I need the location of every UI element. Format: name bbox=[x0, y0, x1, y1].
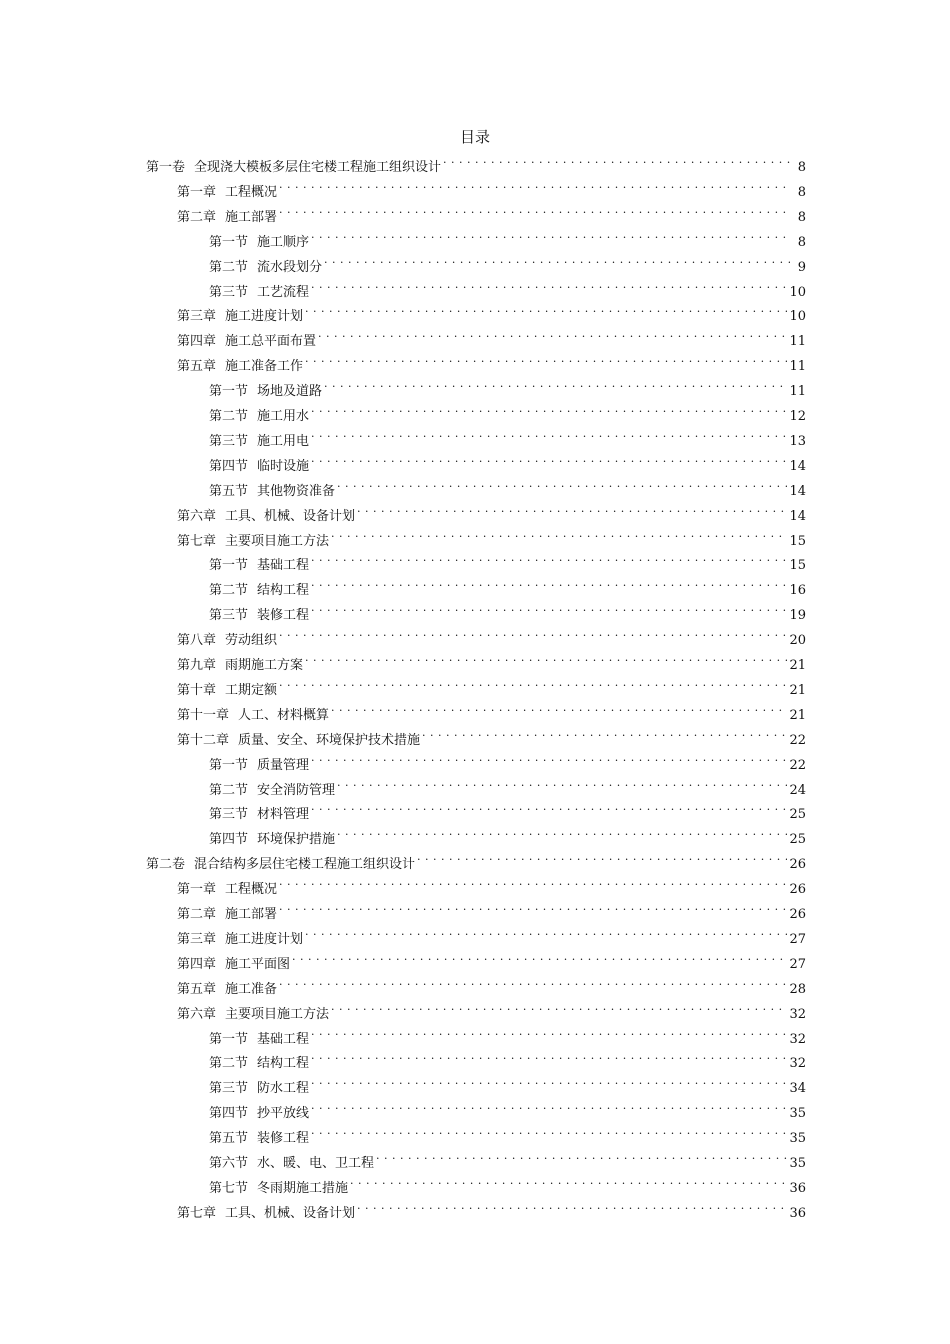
toc-entry-page-number: 15 bbox=[789, 533, 806, 549]
toc-entry-text: 主要项目施工方法 bbox=[225, 1006, 330, 1022]
toc-entry-text: 其他物资准备 bbox=[257, 483, 336, 499]
toc-entry[interactable] bbox=[177, 1195, 806, 1221]
toc-entry-page-number: 8 bbox=[797, 209, 806, 225]
toc-leader-dots bbox=[311, 1120, 787, 1142]
toc-entry[interactable] bbox=[209, 473, 806, 499]
toc-entry-text: 临时设施 bbox=[257, 458, 310, 474]
toc-entry[interactable] bbox=[209, 274, 806, 300]
toc-leader-dots bbox=[279, 896, 787, 918]
toc-entry-page-number: 10 bbox=[789, 284, 806, 300]
toc-entry[interactable] bbox=[177, 996, 806, 1022]
toc-entry[interactable] bbox=[209, 1095, 806, 1122]
toc-entry-number: 第六章 bbox=[177, 508, 217, 524]
toc-leader-dots bbox=[324, 249, 790, 271]
toc-entry-text: 环境保护措施 bbox=[257, 832, 336, 848]
toc-entry-label bbox=[177, 1203, 355, 1225]
toc-entry-page-number: 34 bbox=[789, 1081, 806, 1097]
toc-leader-dots bbox=[311, 1045, 787, 1067]
toc-entry-page-number: 14 bbox=[789, 483, 806, 499]
toc-entry-page-number: 13 bbox=[789, 433, 806, 449]
toc-entry-page-number: 8 bbox=[797, 184, 806, 200]
toc-entry-text: 施工准备 bbox=[225, 981, 278, 997]
toc-entry-text: 工具、机械、设备计划 bbox=[225, 1205, 356, 1221]
toc-entry-page-number: 36 bbox=[789, 1205, 806, 1221]
toc-entry-number: 第六章 bbox=[177, 1006, 217, 1022]
toc-entry[interactable] bbox=[209, 821, 806, 848]
toc-leader-dots bbox=[305, 921, 787, 943]
toc-leader-dots bbox=[305, 348, 787, 370]
toc-entry-page-number: 11 bbox=[789, 384, 806, 400]
toc-leader-dots bbox=[311, 448, 787, 470]
toc-leader-dots bbox=[357, 498, 787, 520]
toc-entry-number: 第一节 bbox=[209, 234, 249, 250]
toc-entry-page-number: 32 bbox=[789, 1006, 806, 1022]
toc-entry[interactable] bbox=[209, 224, 806, 250]
toc-entry-text: 工期定额 bbox=[225, 682, 278, 698]
toc-entry-text: 防水工程 bbox=[257, 1081, 310, 1097]
toc-entry-number: 第二节 bbox=[209, 782, 249, 798]
toc-entry[interactable] bbox=[209, 796, 806, 823]
toc-entry[interactable] bbox=[177, 871, 806, 898]
toc-entry-number: 第七章 bbox=[177, 533, 217, 549]
toc-leader-dots bbox=[311, 547, 787, 569]
toc-entry[interactable] bbox=[209, 423, 806, 449]
toc-entry[interactable] bbox=[177, 622, 806, 649]
toc-title: 目录 bbox=[459, 128, 490, 146]
toc-leader-dots bbox=[311, 1095, 787, 1117]
toc-entry[interactable] bbox=[209, 1070, 806, 1097]
toc-entry-page-number: 8 bbox=[797, 234, 806, 250]
toc-entry-text: 安全消防管理 bbox=[257, 782, 336, 798]
toc-entry-text: 工程概况 bbox=[225, 184, 278, 200]
toc-leader-dots bbox=[422, 722, 787, 744]
toc-leader-dots bbox=[376, 1145, 787, 1167]
toc-entry-number: 第二章 bbox=[177, 209, 217, 225]
toc-leader-dots bbox=[305, 298, 787, 320]
toc-entry[interactable] bbox=[209, 1145, 806, 1171]
toc-entry-text: 雨期施工方案 bbox=[225, 658, 304, 673]
toc-entry[interactable] bbox=[209, 1120, 806, 1147]
toc-entry-text: 基础工程 bbox=[257, 1031, 310, 1047]
toc-entry-number: 第三节 bbox=[209, 1081, 249, 1097]
toc-entry-text: 质量、安全、环境保护技术措施 bbox=[238, 732, 421, 748]
toc-leader-dots bbox=[357, 1195, 787, 1217]
toc-entry-text: 质量管理 bbox=[257, 757, 310, 773]
toc-entry-page-number: 32 bbox=[789, 1031, 806, 1047]
toc-entry-page-number: 20 bbox=[789, 633, 806, 649]
toc-leader-dots bbox=[311, 1070, 787, 1092]
toc-entry[interactable] bbox=[177, 523, 806, 549]
toc-entry[interactable] bbox=[209, 597, 806, 624]
toc-entry-page-number: 35 bbox=[789, 1156, 806, 1171]
toc-entry-number: 第一节 bbox=[209, 1031, 249, 1047]
toc-leader-dots bbox=[350, 1170, 787, 1192]
toc-entry-page-number: 24 bbox=[789, 782, 806, 798]
toc-entry-page-number: 10 bbox=[789, 309, 806, 325]
toc-leader-dots bbox=[318, 323, 787, 345]
toc-entry-page-number: 16 bbox=[789, 583, 806, 599]
toc-entry-page-number: 21 bbox=[789, 658, 806, 673]
toc-entry-text: 工程概况 bbox=[225, 882, 278, 898]
toc-entry-page-number: 36 bbox=[789, 1180, 806, 1196]
toc-entry-number: 第三节 bbox=[209, 284, 249, 300]
toc-entry-number: 第三节 bbox=[209, 608, 249, 624]
toc-leader-dots bbox=[311, 1021, 787, 1043]
toc-entry-number: 第二卷 bbox=[146, 857, 186, 873]
toc-entry-text: 水、暖、电、卫工程 bbox=[257, 1156, 375, 1171]
toc-entry-text: 人工、材料概算 bbox=[238, 707, 330, 723]
toc-entry-text: 抄平放线 bbox=[257, 1106, 310, 1122]
toc-entry-number: 第八章 bbox=[177, 633, 217, 649]
toc-entry-number: 第三章 bbox=[177, 309, 217, 325]
toc-entry[interactable] bbox=[177, 647, 806, 673]
toc-entry-page-number: 32 bbox=[789, 1056, 806, 1072]
toc-entry-number: 第五章 bbox=[177, 359, 217, 375]
toc-leader-dots bbox=[311, 274, 787, 296]
toc-leader-dots bbox=[279, 971, 787, 993]
toc-leader-dots bbox=[279, 672, 787, 694]
toc-entry-number: 第二节 bbox=[209, 583, 249, 599]
toc-entry-number: 第二章 bbox=[177, 907, 217, 922]
toc-leader-dots bbox=[311, 747, 787, 769]
toc-entry-text: 劳动组织 bbox=[225, 633, 278, 649]
toc-entry-page-number: 19 bbox=[789, 608, 806, 624]
toc-entry-page-number: 26 bbox=[789, 907, 806, 922]
toc-leader-dots bbox=[443, 149, 790, 171]
toc-entry[interactable] bbox=[209, 448, 806, 474]
toc-entry-number: 第二节 bbox=[209, 259, 249, 275]
toc-entry-text: 施工进度计划 bbox=[225, 931, 304, 947]
toc-leader-dots bbox=[417, 846, 787, 868]
toc-entry-number: 第四节 bbox=[209, 458, 249, 474]
toc-entry[interactable] bbox=[209, 547, 806, 574]
toc-entry[interactable] bbox=[209, 249, 806, 275]
toc-entry-number: 第十章 bbox=[177, 682, 217, 698]
toc-entry-number: 第三节 bbox=[209, 433, 249, 449]
toc-leader-dots bbox=[311, 572, 787, 594]
toc-entry-number: 第三章 bbox=[177, 931, 217, 947]
toc-entry[interactable] bbox=[146, 846, 806, 873]
toc-entry-number: 第一卷 bbox=[146, 160, 186, 175]
toc-entry-page-number: 8 bbox=[797, 160, 806, 175]
toc-entry-text: 施工用电 bbox=[257, 433, 310, 449]
toc-entry-text: 混合结构多层住宅楼工程施工组织设计 bbox=[194, 857, 416, 873]
toc-leader-dots bbox=[324, 373, 787, 395]
toc-entry[interactable] bbox=[209, 1170, 806, 1196]
toc-leader-dots bbox=[331, 523, 787, 545]
toc-entry-text: 工具、机械、设备计划 bbox=[225, 508, 356, 524]
toc-leader-dots bbox=[311, 796, 787, 818]
toc-entry-text: 工艺流程 bbox=[257, 284, 310, 300]
toc-entry-text: 施工顺序 bbox=[257, 234, 310, 250]
toc-entry[interactable] bbox=[209, 373, 806, 400]
toc-entry-page-number: 11 bbox=[789, 359, 806, 375]
toc-entry[interactable] bbox=[177, 174, 806, 200]
toc-entry-text: 施工平面图 bbox=[225, 956, 291, 972]
toc-entry[interactable] bbox=[177, 896, 806, 922]
toc-entry[interactable] bbox=[177, 298, 806, 325]
toc-entry-number: 第二节 bbox=[209, 409, 249, 424]
toc-entry-number: 第五节 bbox=[209, 483, 249, 499]
toc-entry-page-number: 21 bbox=[789, 707, 806, 723]
toc-entry-text: 装修工程 bbox=[257, 608, 310, 624]
toc-entry-page-number: 25 bbox=[789, 807, 806, 823]
toc-entry-page-number: 21 bbox=[789, 682, 806, 698]
toc-entry-page-number: 35 bbox=[789, 1106, 806, 1122]
toc-entry-text: 冬雨期施工措施 bbox=[257, 1180, 349, 1196]
toc-entry-page-number: 35 bbox=[789, 1131, 806, 1147]
toc-entry[interactable] bbox=[177, 672, 806, 698]
toc-entry-number: 第六节 bbox=[209, 1156, 249, 1171]
toc-leader-dots bbox=[331, 697, 787, 719]
toc-entry-page-number: 22 bbox=[789, 732, 806, 748]
toc-entry-number: 第九章 bbox=[177, 658, 217, 673]
toc-entry-page-number: 26 bbox=[789, 882, 806, 898]
toc-entry-number: 第七节 bbox=[209, 1180, 249, 1196]
toc-entry[interactable] bbox=[177, 722, 806, 748]
toc-entry-number: 第一节 bbox=[209, 558, 249, 574]
toc-entry-number: 第十二章 bbox=[177, 732, 230, 748]
toc-entry-number: 第四章 bbox=[177, 334, 217, 350]
toc-entry-text: 施工部署 bbox=[225, 209, 278, 225]
toc-entry-text: 场地及道路 bbox=[257, 384, 323, 400]
toc-entry-number: 第四节 bbox=[209, 1106, 249, 1122]
toc-leader-dots bbox=[279, 622, 787, 644]
toc-entry-text: 施工准备工作 bbox=[225, 359, 304, 375]
toc-entry-number: 第五节 bbox=[209, 1131, 249, 1147]
toc-leader-dots bbox=[311, 597, 787, 619]
toc-entry-text: 施工部署 bbox=[225, 907, 278, 922]
toc-entry[interactable] bbox=[209, 1021, 806, 1047]
toc-entry-text: 材料管理 bbox=[257, 807, 310, 823]
toc-entry-text: 施工总平面布置 bbox=[225, 334, 317, 350]
toc-entry[interactable] bbox=[177, 921, 806, 947]
toc-leader-dots bbox=[279, 199, 790, 221]
toc-leader-dots bbox=[337, 473, 787, 495]
toc-entry-page-number: 28 bbox=[789, 981, 806, 997]
toc-entry-page-number: 27 bbox=[789, 931, 806, 947]
toc-leader-dots bbox=[292, 946, 787, 968]
toc-entry[interactable] bbox=[209, 1045, 806, 1072]
toc-entry[interactable] bbox=[177, 946, 806, 972]
toc-entry-text: 结构工程 bbox=[257, 583, 310, 599]
toc-entry[interactable] bbox=[209, 772, 806, 798]
toc-entry[interactable] bbox=[177, 323, 806, 350]
toc-entry[interactable] bbox=[177, 199, 806, 225]
toc-entry[interactable] bbox=[177, 348, 806, 375]
toc-entry-text: 施工进度计划 bbox=[225, 309, 304, 325]
toc-leader-dots bbox=[337, 821, 787, 843]
toc-entry[interactable] bbox=[177, 697, 806, 723]
toc-entry-text: 流水段划分 bbox=[257, 259, 323, 275]
toc-entry-page-number: 26 bbox=[789, 857, 806, 873]
toc-entry-page-number: 14 bbox=[789, 458, 806, 474]
toc-entry-number: 第十一章 bbox=[177, 707, 230, 723]
toc-entry-text: 装修工程 bbox=[257, 1131, 310, 1147]
toc-entry-number: 第四章 bbox=[177, 956, 217, 972]
toc-entry-page-number: 22 bbox=[789, 757, 806, 773]
toc-entry[interactable] bbox=[177, 498, 806, 524]
toc-entry[interactable] bbox=[177, 971, 806, 997]
toc-entry-number: 第一章 bbox=[177, 184, 217, 200]
toc-entry-text: 全现浇大模板多层住宅楼工程施工组织设计 bbox=[194, 160, 442, 175]
toc-entry-number: 第五章 bbox=[177, 981, 217, 997]
toc-leader-dots bbox=[311, 224, 790, 246]
toc-entry-page-number: 12 bbox=[789, 409, 806, 424]
toc-entry-page-number: 11 bbox=[789, 334, 806, 350]
toc-leader-dots bbox=[311, 423, 787, 445]
toc-entry-text: 基础工程 bbox=[257, 558, 310, 574]
toc-leader-dots bbox=[305, 647, 787, 669]
toc-entry[interactable] bbox=[209, 572, 806, 599]
toc-entry-text: 结构工程 bbox=[257, 1056, 310, 1072]
toc-leader-dots bbox=[279, 174, 790, 196]
toc-entry-number: 第三节 bbox=[209, 807, 249, 823]
toc-leader-dots bbox=[331, 996, 787, 1018]
toc-entry-text: 主要项目施工方法 bbox=[225, 533, 330, 549]
toc-entry[interactable] bbox=[209, 747, 806, 773]
toc-entry-page-number: 14 bbox=[789, 508, 806, 524]
toc-entry-number: 第一节 bbox=[209, 384, 249, 400]
toc-entry-number: 第四节 bbox=[209, 832, 249, 848]
toc-entry-page-number: 27 bbox=[789, 956, 806, 972]
toc-leader-dots bbox=[337, 772, 787, 794]
toc-entry-text: 施工用水 bbox=[257, 409, 310, 424]
toc-entry-page-number: 25 bbox=[789, 832, 806, 848]
toc-entry-number: 第一章 bbox=[177, 882, 217, 898]
toc-leader-dots bbox=[311, 398, 787, 420]
toc-entry-page-number: 9 bbox=[797, 259, 806, 275]
toc-entry[interactable] bbox=[209, 398, 806, 424]
toc-entry-page-number: 15 bbox=[789, 558, 806, 574]
toc-leader-dots bbox=[279, 871, 787, 893]
toc-entry-number: 第一节 bbox=[209, 757, 249, 773]
toc-entry-number: 第七章 bbox=[177, 1205, 217, 1221]
toc-entry[interactable] bbox=[146, 149, 806, 175]
toc-entry-number: 第二节 bbox=[209, 1056, 249, 1072]
